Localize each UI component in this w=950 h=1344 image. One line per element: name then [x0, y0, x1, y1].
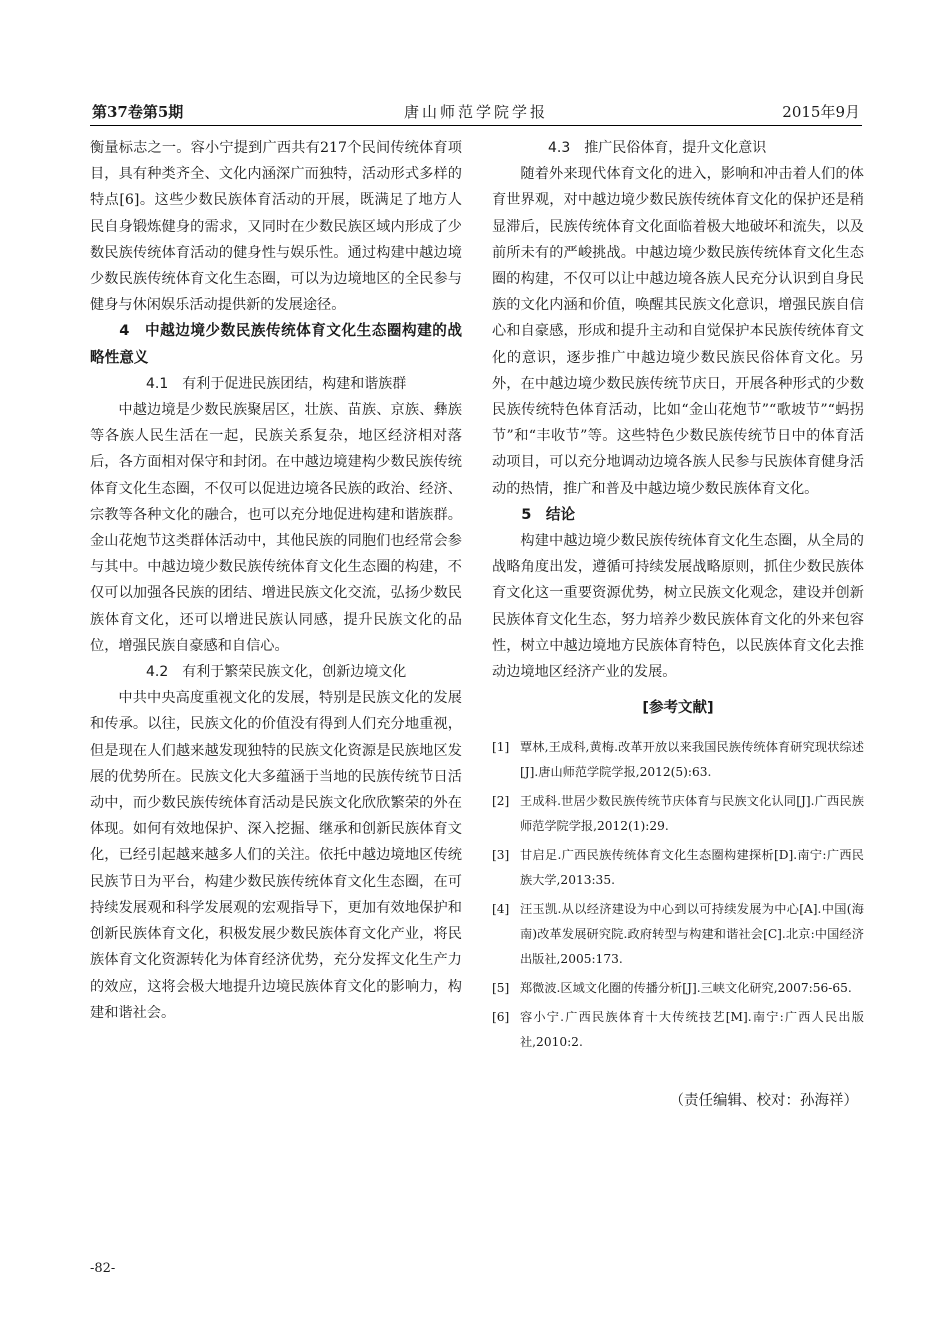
reference-text: 汪玉凯.从以经济建设为中心到以可持续发展为中心[A].中国(海南)改革发展研究院.政府转型与构建和谐社会[C].北京:中国经济出版社,2005:173.: [520, 902, 864, 967]
page-number: -82-: [90, 1261, 116, 1276]
subsection-heading-4-2: 4.2 有利于繁荣民族文化，创新边境文化: [146, 664, 407, 681]
paragraph-conclusion: 构建中越边境少数民族传统体育文化生态圈，从全局的战略角度出发，遵循可持续发展战略原则，抓住少数民族体育文化这一重要资源优势，树立民族文化观念，建设并创新民族体育文化生态，努力培养少数民族体育文化的外来包容性，树立中越边境地方民族体育特色，以民族体育文化去推动边境地区经济产业的发展。: [492, 533, 864, 681]
reference-number: [5]: [492, 981, 510, 996]
reference-text: 王成科.世居少数民族传统节庆体育与民族文化认同[J].广西民族师范学院学报,2012(1):29.: [520, 794, 864, 834]
subsection-heading-4-3: 4.3 推广民俗体育，提升文化意识: [548, 140, 767, 156]
reference-item: [492, 976, 864, 1001]
reference-text: 容小宁.广西民族体育十大传统技艺[M].南宁:广西人民出版社,2010:2.: [520, 1010, 864, 1050]
paragraph-4-1: 中越边境是少数民族聚居区，壮族、苗族、京族、彝族等各族人民生活在一起，民族关系复杂，地区经济相对落后，各方面相对保守和封闭。在中越边境建构少数民族传统体育文化生态圈，不仅可以促进边境各民族的政治、经济、宗教等各种文化的融合，也可以充分地促进构建和谐族群。金山花炮节这类群体活动中，其他民族的同胞们也经常会参与其中。中越边境少数民族传统体育文化生态圈的构建，不仅可以加强各民族的团结、增进民族文化交流，弘扬少数民族体育文化，还可以增进民族认同感，提升民族文化的品位，增强民族自豪感和自信心。: [90, 402, 462, 654]
journal-title: 唐山师范学院学报: [403, 103, 548, 121]
section-heading-4: 4 中越边境少数民族传统体育文化生态圈构建的战略性意义: [90, 322, 462, 366]
reference-list: [492, 735, 864, 1055]
publication-date: 2015年9月: [782, 103, 860, 121]
journal-page: [90, 0, 862, 1344]
editor-credit: （责任编辑、校对：孙海祥）: [669, 1093, 858, 1109]
reference-number: [6]: [492, 1010, 510, 1025]
reference-item: [492, 735, 864, 785]
reference-item: [492, 1005, 864, 1055]
reference-text: 甘启足.广西民族传统体育文化生态圈构建探析[D].南宁:广西民族大学,2013:35.: [520, 848, 864, 888]
volume-issue: 第37卷第5期: [92, 103, 184, 121]
right-column: [492, 135, 864, 1059]
section-heading-5: 5 结论: [521, 505, 576, 523]
running-header: [90, 99, 862, 126]
reference-item: [492, 843, 864, 893]
subsection-heading-4-1: 4.1 有利于促进民族团结，构建和谐族群: [146, 375, 407, 392]
reference-text: 覃林,王成科,黄梅.改革开放以来我国民族传统体育研究现状综述[J].唐山师范学院学报,2012(5):63.: [520, 740, 864, 780]
paragraph-continued: 衡量标志之一。容小宁提到广西共有217个民间传统体育项目，具有种类齐全、文化内涵深广而独特，活动形式多样的特点[6]。这些少数民族体育活动的开展，既满足了地方人民自身锻炼健身的需求，又同时在少数民族区域内形成了少数民族传统体育活动的健身性与娱乐性。通过构建中越边境少数民族传统体育文化生态圈，可以为边境地区的全民参与健身与休闲娱乐活动提供新的发展途径。: [90, 140, 462, 314]
left-column: [90, 135, 462, 1026]
reference-number: [4]: [492, 902, 510, 917]
references-title: [参考文献]: [642, 700, 714, 717]
reference-number: [3]: [492, 848, 510, 863]
reference-text: 郑微波.区域文化圈的传播分析[J].三峡文化研究,2007:56-65.: [520, 981, 852, 996]
reference-item: [492, 897, 864, 972]
reference-number: [1]: [492, 740, 510, 755]
paragraph-4-2: 中共中央高度重视文化的发展，特别是民族文化的发展和传承。以往，民族文化的价值没有得到人们充分地重视，但是现在人们越来越发现独特的民族文化资源是民族地区发展的优势所在。民族文化大多蕴涵于当地的民族传统节日活动中，而少数民族传统体育活动是民族文化欣欣繁荣的外在体现。如何有效地保护、深入挖掘、继承和创新民族体育文化，已经引起越来越多人们的关注。依托中越边境地区传统民族节日为平台，构建少数民族传统体育文化生态圈，在可持续发展观和科学发展观的宏观指导下，更加有效地保护和创新民族体育文化，积极发展少数民族体育文化产业，将民族体育文化资源转化为体育经济优势，充分发挥文化生产力的效应，这将会极大地提升边境民族体育文化的影响力，构建和谐社会。: [90, 690, 462, 1021]
reference-item: [492, 789, 864, 839]
reference-number: [2]: [492, 794, 510, 809]
paragraph-4-3: 随着外来现代体育文化的进入，影响和冲击着人们的体育世界观，对中越边境少数民族传统体育文化的保护还是稍显滞后，民族传统体育文化面临着极大地破坏和流失，以及前所未有的严峻挑战。中越边境少数民族传统体育文化生态圈的构建，不仅可以让中越边境各族人民充分认识到自身民族的文化内涵和价值，唤醒其民族文化意识，增强民族自信心和自豪感，形成和提升主动和自觉保护本民族传统体育文化的意识，逐步推广中越边境少数民族民俗体育文化。另外，在中越边境少数民族传统节庆日，开展各种形式的少数民族传统特色体育活动，比如“金山花炮节”“歌坡节”“蚂拐节”和“丰收节”等。这些特色少数民族传统节日中的体育活动项目，可以充分地调动边境各族人民参与民族体育健身活动的热情，推广和普及中越边境少数民族体育文化。: [492, 166, 864, 497]
